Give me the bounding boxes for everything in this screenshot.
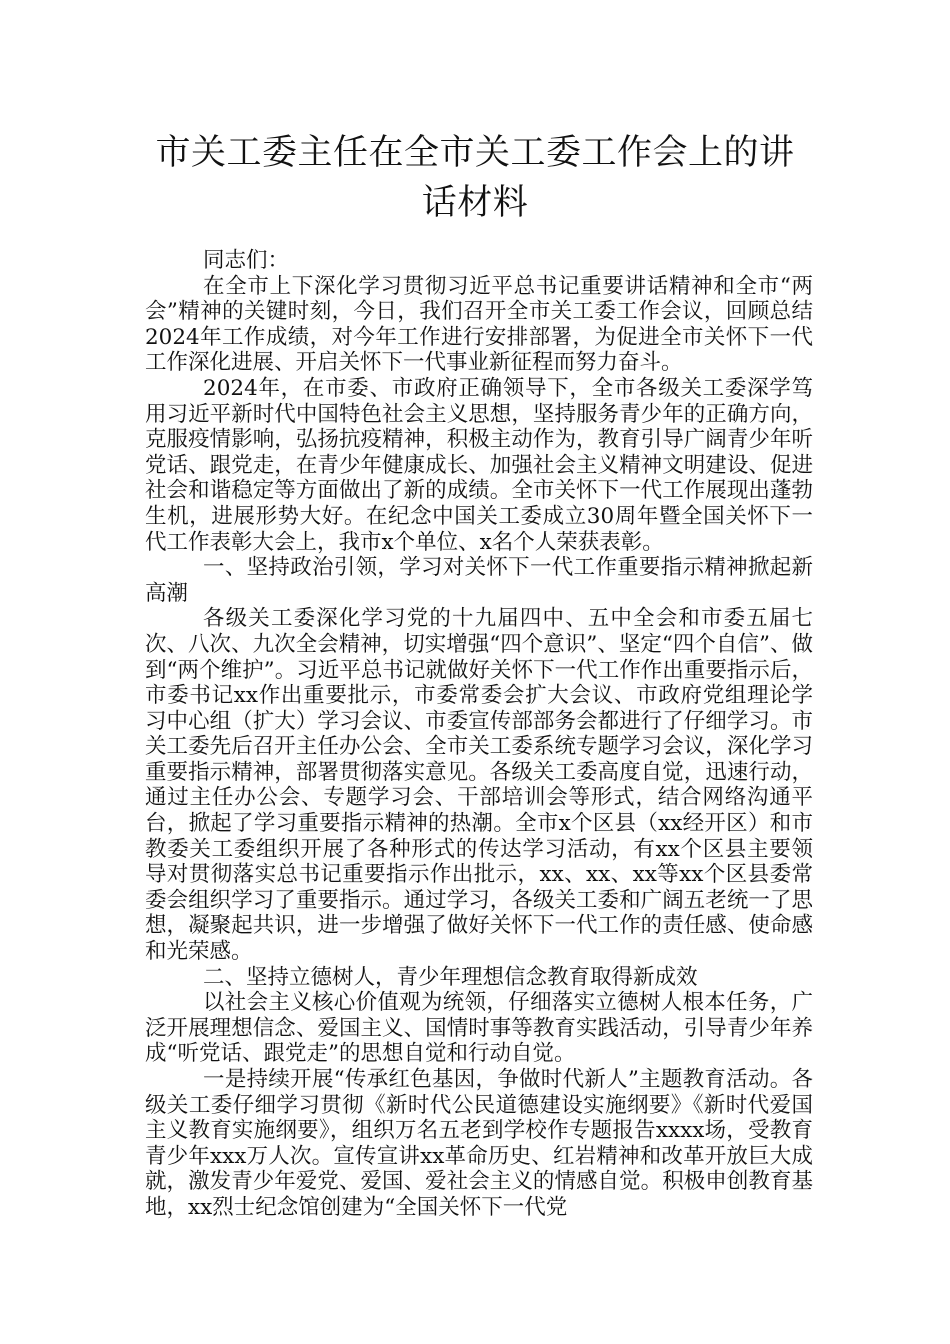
- document-title: [120, 128, 830, 228]
- paragraph-section-1: 各级关工委深化学习党的十九届四中、五中全会和市委五届七次、八次、九次全会精神，切实增强“四个意识”、坚定“四个自信”、做到“两个维护”。习近平总书记就做好关怀下一代工作作出重要指示后，市委书记xx作出重要批示，市委常委会扩大会议、市政府党组理论学习中心组（扩大）学习会议、市委宣传部部务会都进行了仔细学习。市关工委先后召开主任办公会、全市关工委系统专题学习会议，深化学习重要指示精神，部署贯彻落实意见。各级关工委高度自觉，迅速行动，通过主任办公会、专题学习会、干部培训会等形式，结合网络沟通平台，掀起了学习重要指示精神的热潮。全市x个区县（xx经开区）和市教委关工委组织开展了各种形式的传达学习活动，有xx个区县主要领导对贯彻落实总书记重要指示作出批示，xx、xx、xx等xx个区县委常委会组织学习了重要指示。通过学习，各级关工委和广阔五老统一了思想，凝聚起共识，进一步增强了做好关怀下一代工作的责任感、使命感和光荣感。: [145, 606, 813, 965]
- title-line-1: 市关工委主任在全市关工委工作会上的讲: [155, 133, 795, 173]
- section-heading-2: 二、坚持立德树人，青少年理想信念教育取得新成效: [203, 964, 698, 990]
- section-heading-1: 一、坚持政治引领，学习对关怀下一代工作重要指示精神掀起新高潮: [145, 555, 813, 606]
- paragraph-intro: 在全市上下深化学习贯彻习近平总书记重要讲话精神和全市“两会”精神的关键时刻，今日，我们召开全市关工委工作会议，回顾总结2024年工作成绩，对今年工作进行安排部署，为促进全市关怀下一代工作深化进展、开启关怀下一代事业新征程而努力奋斗。: [145, 273, 813, 376]
- paragraph-2024-summary: 2024年，在市委、市政府正确领导下，全市各级关工委深学笃用习近平新时代中国特色社会主义思想，坚持服务青少年的正确方向，克服疫情影响，弘扬抗疫精神，积极主动作为，教育引导广阔青少年听党话、跟党走，在青少年健康成长、加强社会主义精神文明建设、促进社会和谐稳定等方面做出了新的成绩。全市关怀下一代工作展现出蓬勃生机，进展形势大好。在纪念中国关工委成立30周年暨全国关怀下一代工作表彰大会上，我市x个单位、x名个人荣获表彰。: [145, 375, 813, 555]
- paragraph-section-2-intro: 以社会主义核心价值观为统领，仔细落实立德树人根本任务，广泛开展理想信念、爱国主义、国情时事等教育实践活动，引导青少年养成“听党话、跟党走”的思想自觉和行动自觉。: [145, 990, 813, 1067]
- title-line-2: 话材料: [421, 183, 529, 223]
- document-body: [145, 248, 813, 1221]
- paragraph-section-2-item-1: 一是持续开展“传承红色基因，争做时代新人”主题教育活动。各级关工委仔细学习贯彻《新时代公民道德建设实施纲要》《新时代爱国主义教育实施纲要》，组织万名五老到学校作专题报告xxxx场，受教育青少年xxx万人次。宣传宣讲xx革命历史、红岩精神和改革开放巨大成就，激发青少年爱党、爱国、爱社会主义的情感自觉。积极申创教育基地，xx烈士纪念馆创建为“全国关怀下一代党: [145, 1067, 813, 1220]
- salutation: 同志们：: [203, 248, 290, 273]
